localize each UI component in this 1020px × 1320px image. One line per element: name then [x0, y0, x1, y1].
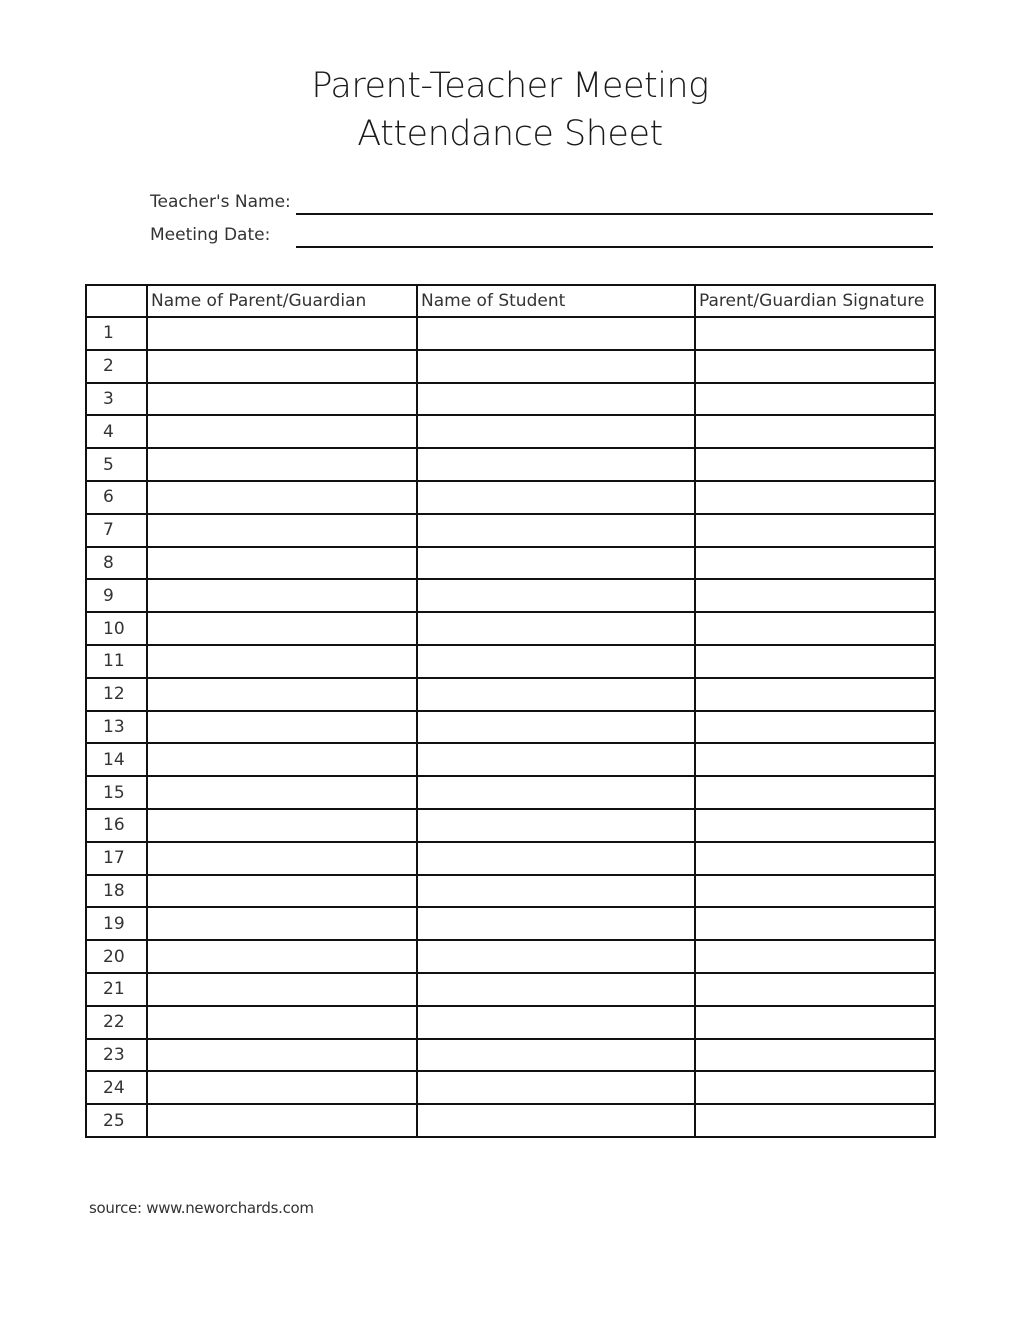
signature-cell[interactable] [695, 383, 935, 416]
table-row [86, 350, 935, 383]
source-credit: source: www.neworchards.com [89, 1199, 314, 1217]
parent-name-cell[interactable] [147, 711, 417, 744]
signature-cell[interactable] [695, 645, 935, 678]
attendance-table [85, 284, 936, 1138]
table-row [86, 514, 935, 547]
header-parent-name: Name of Parent/Guardian [147, 285, 417, 317]
signature-cell[interactable] [695, 317, 935, 350]
row-number: 19 [86, 907, 147, 940]
table-row [86, 743, 935, 776]
student-name-cell[interactable] [417, 875, 695, 908]
table-row [86, 415, 935, 448]
table-row [86, 1039, 935, 1072]
student-name-cell[interactable] [417, 448, 695, 481]
student-name-cell[interactable] [417, 1104, 695, 1137]
parent-name-cell[interactable] [147, 481, 417, 514]
teacher-name-field[interactable] [296, 213, 933, 215]
student-name-cell[interactable] [417, 711, 695, 744]
row-number: 18 [86, 875, 147, 908]
parent-name-cell[interactable] [147, 875, 417, 908]
page-title-line-2: Attendance Sheet [357, 114, 663, 154]
table-row [86, 317, 935, 350]
table-row [86, 383, 935, 416]
table-row [86, 875, 935, 908]
signature-cell[interactable] [695, 875, 935, 908]
table-row [86, 645, 935, 678]
row-number: 17 [86, 842, 147, 875]
signature-cell[interactable] [695, 842, 935, 875]
signature-cell[interactable] [695, 1006, 935, 1039]
parent-name-cell[interactable] [147, 940, 417, 973]
table-row [86, 612, 935, 645]
meeting-date-label: Meeting Date: [150, 225, 271, 245]
parent-name-cell[interactable] [147, 907, 417, 940]
parent-name-cell[interactable] [147, 973, 417, 1006]
row-number: 24 [86, 1071, 147, 1104]
signature-cell[interactable] [695, 448, 935, 481]
signature-cell[interactable] [695, 350, 935, 383]
table-row [86, 1071, 935, 1104]
row-number: 25 [86, 1104, 147, 1137]
signature-cell[interactable] [695, 940, 935, 973]
student-name-cell[interactable] [417, 809, 695, 842]
table-row [86, 579, 935, 612]
student-name-cell[interactable] [417, 973, 695, 1006]
page-title-line-1: Parent-Teacher Meeting [311, 66, 709, 106]
parent-name-cell[interactable] [147, 842, 417, 875]
row-number: 14 [86, 743, 147, 776]
parent-name-cell[interactable] [147, 547, 417, 580]
parent-name-cell[interactable] [147, 350, 417, 383]
parent-name-cell[interactable] [147, 1071, 417, 1104]
table-row [86, 481, 935, 514]
signature-cell[interactable] [695, 743, 935, 776]
table-row [86, 547, 935, 580]
table-row [86, 448, 935, 481]
signature-cell[interactable] [695, 415, 935, 448]
student-name-cell[interactable] [417, 743, 695, 776]
signature-cell[interactable] [695, 678, 935, 711]
parent-name-cell[interactable] [147, 514, 417, 547]
parent-name-cell[interactable] [147, 743, 417, 776]
header-number [86, 285, 147, 317]
row-number: 6 [86, 481, 147, 514]
student-name-cell[interactable] [417, 383, 695, 416]
header-student-name: Name of Student [417, 285, 695, 317]
row-number: 2 [86, 350, 147, 383]
parent-name-cell[interactable] [147, 678, 417, 711]
student-name-cell[interactable] [417, 645, 695, 678]
parent-name-cell[interactable] [147, 612, 417, 645]
student-name-cell[interactable] [417, 842, 695, 875]
student-name-cell[interactable] [417, 776, 695, 809]
signature-cell[interactable] [695, 547, 935, 580]
row-number: 21 [86, 973, 147, 1006]
student-name-cell[interactable] [417, 547, 695, 580]
table-row [86, 678, 935, 711]
row-number: 12 [86, 678, 147, 711]
row-number: 1 [86, 317, 147, 350]
row-number: 23 [86, 1039, 147, 1072]
header-signature: Parent/Guardian Signature [695, 285, 935, 317]
signature-cell[interactable] [695, 579, 935, 612]
table-row [86, 1104, 935, 1137]
parent-name-cell[interactable] [147, 383, 417, 416]
row-number: 15 [86, 776, 147, 809]
signature-cell[interactable] [695, 481, 935, 514]
parent-name-cell[interactable] [147, 415, 417, 448]
row-number: 5 [86, 448, 147, 481]
parent-name-cell[interactable] [147, 776, 417, 809]
student-name-cell[interactable] [417, 514, 695, 547]
signature-cell[interactable] [695, 809, 935, 842]
signature-cell[interactable] [695, 711, 935, 744]
table-row [86, 711, 935, 744]
student-name-cell[interactable] [417, 350, 695, 383]
row-number: 13 [86, 711, 147, 744]
parent-name-cell[interactable] [147, 809, 417, 842]
student-name-cell[interactable] [417, 1039, 695, 1072]
parent-name-cell[interactable] [147, 579, 417, 612]
signature-cell[interactable] [695, 1071, 935, 1104]
parent-name-cell[interactable] [147, 1104, 417, 1137]
table-row [86, 1006, 935, 1039]
parent-name-cell[interactable] [147, 645, 417, 678]
table-row [86, 776, 935, 809]
parent-name-cell[interactable] [147, 448, 417, 481]
signature-cell[interactable] [695, 1104, 935, 1137]
student-name-cell[interactable] [417, 317, 695, 350]
row-number: 8 [86, 547, 147, 580]
teacher-name-label: Teacher's Name: [150, 192, 291, 212]
signature-cell[interactable] [695, 514, 935, 547]
row-number: 7 [86, 514, 147, 547]
signature-cell[interactable] [695, 973, 935, 1006]
row-number: 4 [86, 415, 147, 448]
student-name-cell[interactable] [417, 612, 695, 645]
row-number: 20 [86, 940, 147, 973]
table-row [86, 809, 935, 842]
student-name-cell[interactable] [417, 940, 695, 973]
table-row [86, 940, 935, 973]
table-row [86, 907, 935, 940]
signature-cell[interactable] [695, 612, 935, 645]
student-name-cell[interactable] [417, 415, 695, 448]
signature-cell[interactable] [695, 776, 935, 809]
row-number: 3 [86, 383, 147, 416]
row-number: 22 [86, 1006, 147, 1039]
row-number: 11 [86, 645, 147, 678]
row-number: 10 [86, 612, 147, 645]
student-name-cell[interactable] [417, 678, 695, 711]
signature-cell[interactable] [695, 907, 935, 940]
parent-name-cell[interactable] [147, 1006, 417, 1039]
table-row [86, 842, 935, 875]
row-number: 16 [86, 809, 147, 842]
row-number: 9 [86, 579, 147, 612]
student-name-cell[interactable] [417, 481, 695, 514]
student-name-cell[interactable] [417, 579, 695, 612]
student-name-cell[interactable] [417, 1071, 695, 1104]
student-name-cell[interactable] [417, 1006, 695, 1039]
meeting-date-field[interactable] [296, 246, 933, 248]
table-row [86, 973, 935, 1006]
table-header-row [86, 285, 935, 317]
student-name-cell[interactable] [417, 907, 695, 940]
parent-name-cell[interactable] [147, 317, 417, 350]
signature-cell[interactable] [695, 1039, 935, 1072]
parent-name-cell[interactable] [147, 1039, 417, 1072]
